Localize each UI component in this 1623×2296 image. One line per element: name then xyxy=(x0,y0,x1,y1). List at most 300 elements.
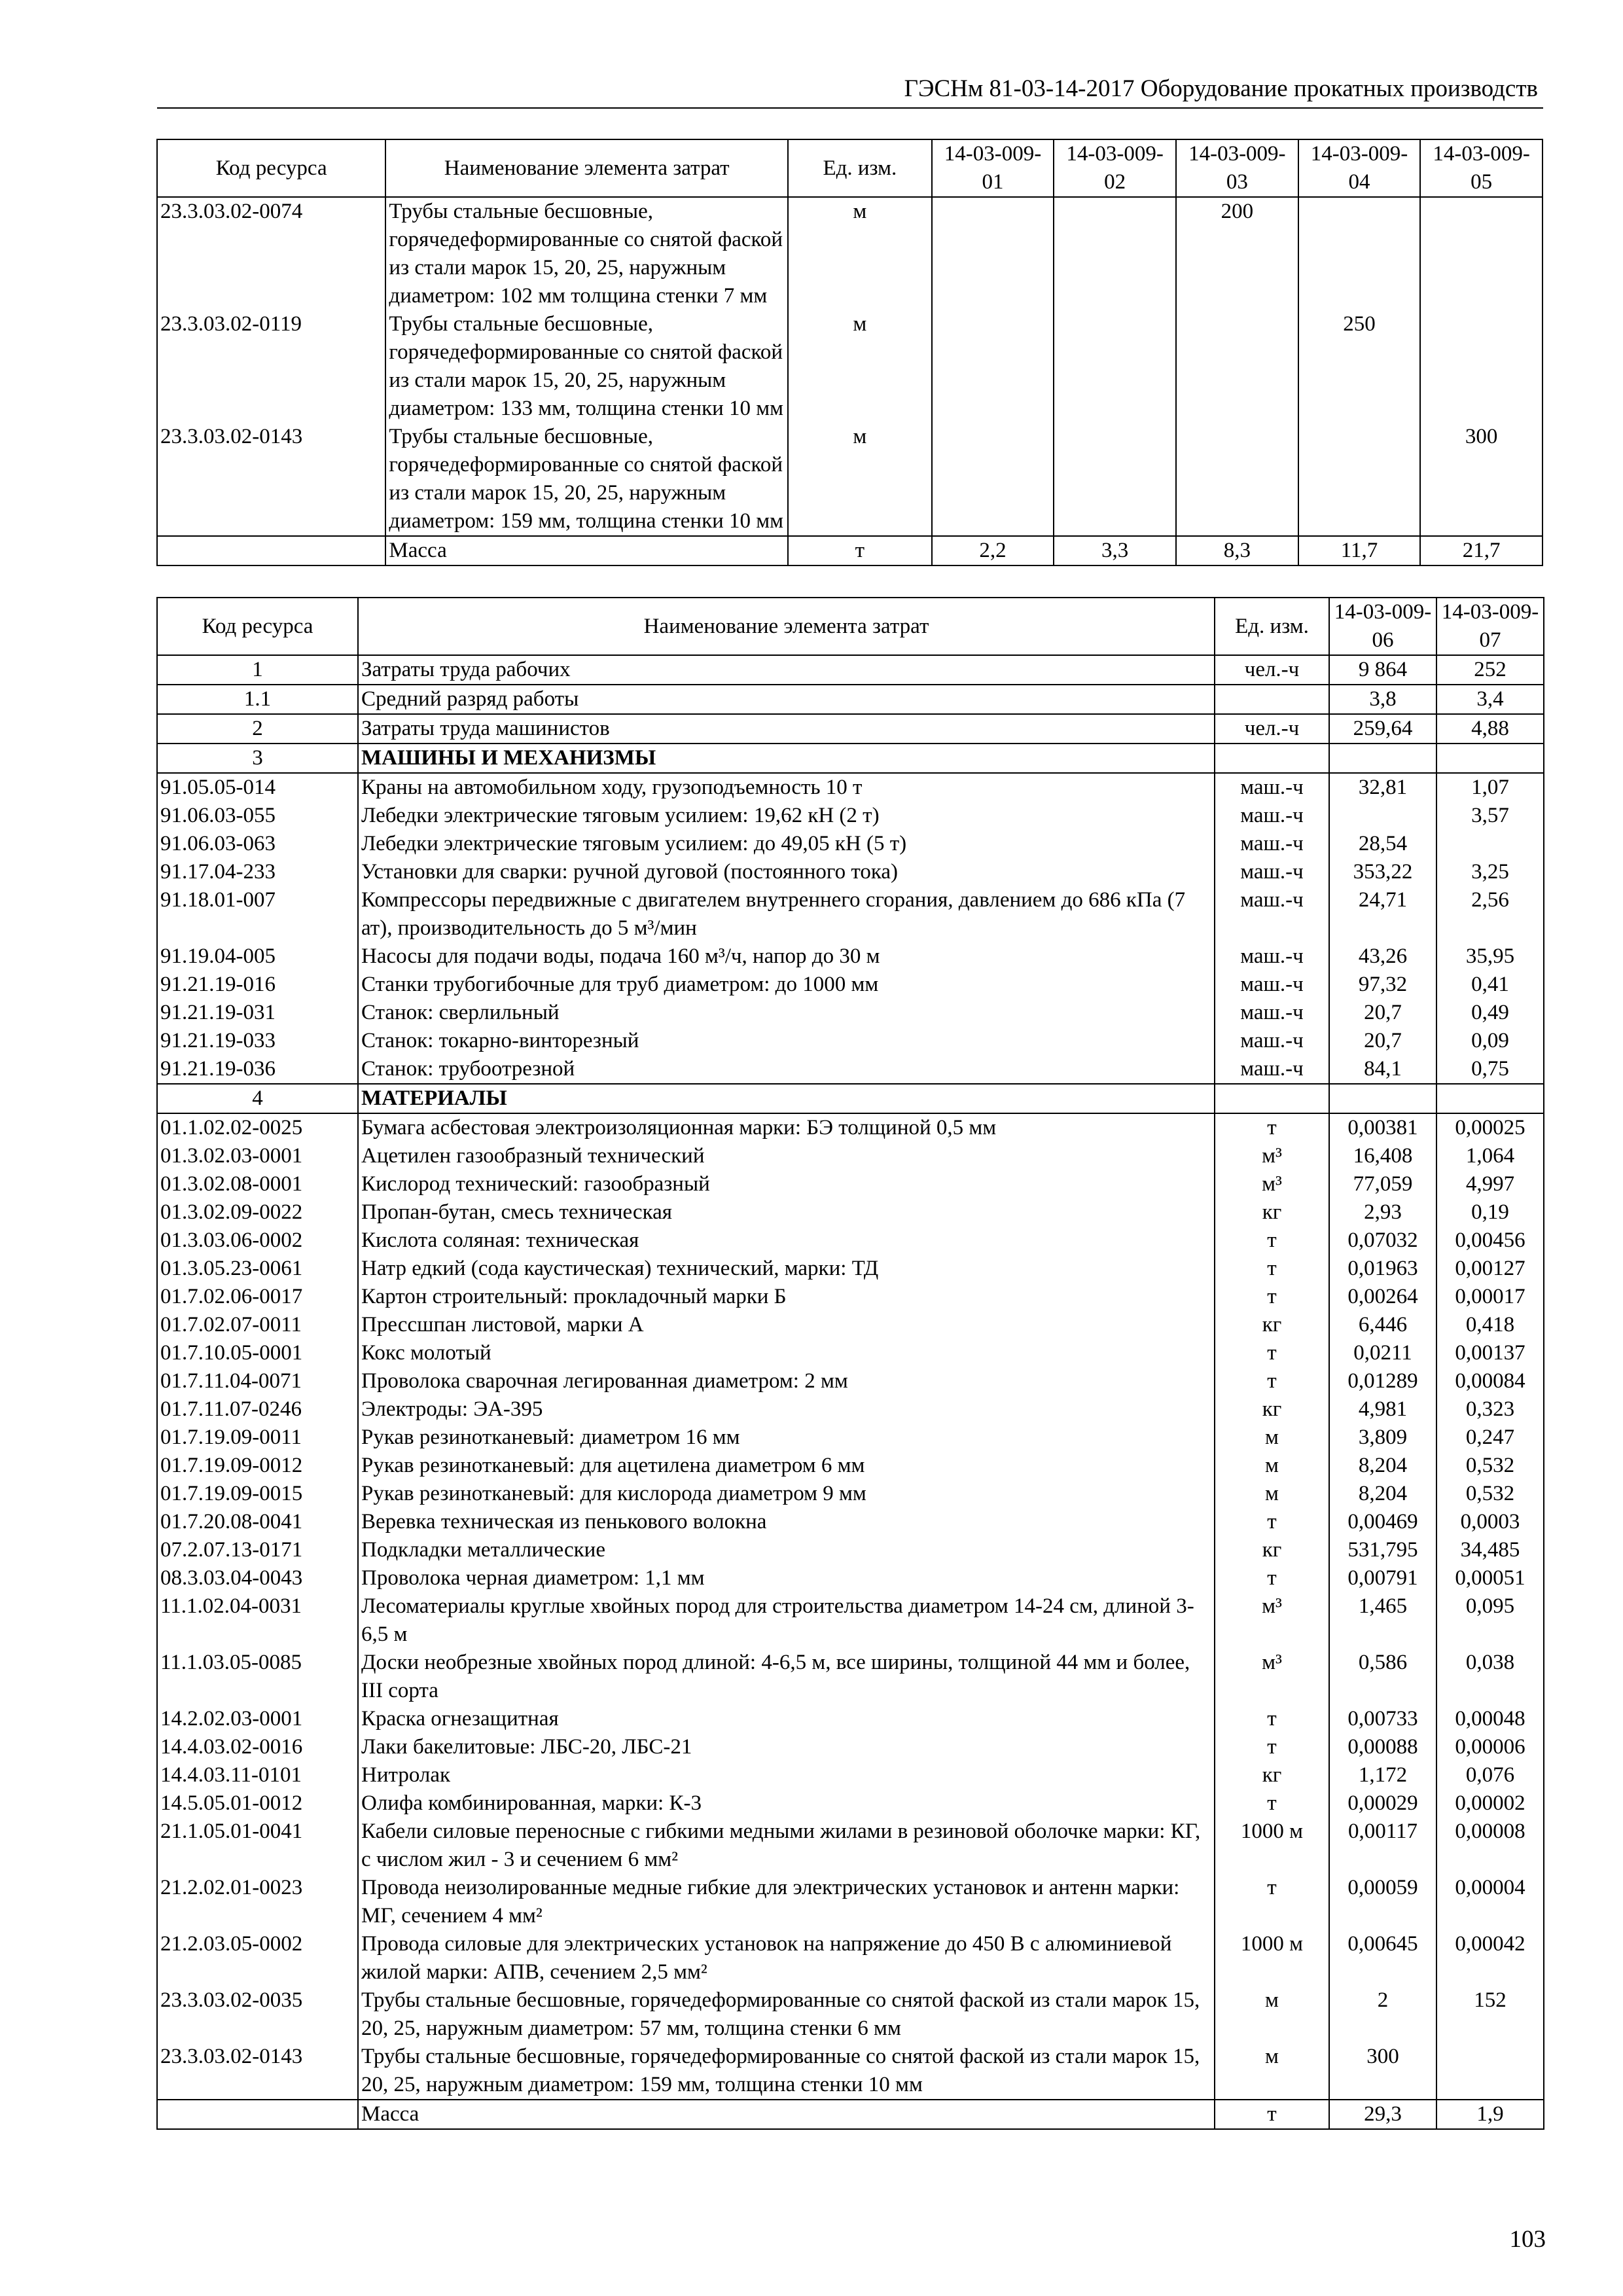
norm-value xyxy=(1054,310,1176,423)
resource-name: Лебедки электрические тяговым усилием: до 49,05 кН (5 т) xyxy=(358,830,1215,858)
norm-value xyxy=(932,423,1054,536)
resource-code: 01.3.02.03-0001 xyxy=(157,1142,358,1170)
norm-value: 0,00088 xyxy=(1329,1733,1436,1761)
table-row xyxy=(157,858,1544,886)
table-row xyxy=(157,1198,1544,1227)
resource-code: 01.7.19.09-0011 xyxy=(157,1424,358,1452)
table-row xyxy=(157,1733,1544,1761)
resource-unit: кг xyxy=(1215,1395,1329,1424)
resource-name: Олифа комбинированная, марки: К-3 xyxy=(358,1789,1215,1818)
resource-name: Кислород технический: газообразный xyxy=(358,1170,1215,1198)
col-header-norm: 14-03-009-03 xyxy=(1176,139,1298,197)
resource-code: 91.21.19-036 xyxy=(157,1055,358,1084)
norm-value: 0,75 xyxy=(1436,1055,1544,1084)
resource-unit: т xyxy=(1215,1789,1329,1818)
norm-value: 1,07 xyxy=(1436,773,1544,802)
norm-value: 0,00127 xyxy=(1436,1255,1544,1283)
resource-name: Затраты труда рабочих xyxy=(358,655,1215,685)
resource-name: Кокс молотый xyxy=(358,1339,1215,1367)
resource-name: Рукав резинотканевый: для ацетилена диаметром 6 мм xyxy=(358,1452,1215,1480)
norm-value xyxy=(1176,310,1298,423)
resource-code: 14.4.03.02-0016 xyxy=(157,1733,358,1761)
norm-value: 2 xyxy=(1329,1986,1436,2043)
resource-unit: м xyxy=(788,423,932,536)
resource-name: Трубы стальные бесшовные, горячедеформированные со снятой фаской из стали марок 15, 20, 25, наружным диаметром: 57 мм, толщина стенки 6 мм xyxy=(358,1986,1215,2043)
resource-name: Кислота соляная: техническая xyxy=(358,1227,1215,1255)
resource-unit: т xyxy=(1215,1113,1329,1142)
norm-value: 2,93 xyxy=(1329,1198,1436,1227)
norm-value: 43,26 xyxy=(1329,942,1436,971)
resource-name: Установки для сварки: ручной дуговой (постоянного тока) xyxy=(358,858,1215,886)
resource-unit: маш.-ч xyxy=(1215,1055,1329,1084)
norm-value: 3,4 xyxy=(1436,685,1544,714)
col-header-norm: 14-03-009-06 xyxy=(1329,598,1436,655)
table-row xyxy=(157,1255,1544,1283)
table-row xyxy=(157,830,1544,858)
resource-code: 23.3.03.02-0143 xyxy=(157,423,385,536)
resource-unit: чел.-ч xyxy=(1215,655,1329,685)
norm-value: 0,532 xyxy=(1436,1452,1544,1480)
norm-value: 0,00004 xyxy=(1436,1874,1544,1930)
norm-value: 0,00084 xyxy=(1436,1367,1544,1395)
norm-value: 252 xyxy=(1436,655,1544,685)
norm-value: 8,3 xyxy=(1176,536,1298,565)
norm-value xyxy=(932,197,1054,310)
table-row xyxy=(157,423,1543,536)
table-row xyxy=(157,802,1544,830)
table-row xyxy=(157,655,1544,685)
resource-code: 11.1.02.04-0031 xyxy=(157,1592,358,1649)
norm-value: 300 xyxy=(1329,2043,1436,2100)
resource-unit xyxy=(1215,685,1329,714)
resource-unit: маш.-ч xyxy=(1215,971,1329,999)
resource-code: 1.1 xyxy=(157,685,358,714)
table-row xyxy=(157,1367,1544,1395)
table-row xyxy=(157,1142,1544,1170)
norm-value: 34,485 xyxy=(1436,1536,1544,1564)
norm-value: 0,00006 xyxy=(1436,1733,1544,1761)
norm-value: 32,81 xyxy=(1329,773,1436,802)
norm-value xyxy=(932,310,1054,423)
resource-name: Масса xyxy=(358,2100,1215,2129)
col-header-norm: 14-03-009-04 xyxy=(1298,139,1421,197)
resource-code: 91.21.19-016 xyxy=(157,971,358,999)
resource-code: 91.21.19-031 xyxy=(157,999,358,1027)
resource-unit: кг xyxy=(1215,1311,1329,1339)
norm-value: 3,809 xyxy=(1329,1424,1436,1452)
resource-code: 01.7.19.09-0012 xyxy=(157,1452,358,1480)
norm-value: 0,00645 xyxy=(1329,1930,1436,1986)
resource-code: 91.06.03-055 xyxy=(157,802,358,830)
resource-unit: кг xyxy=(1215,1198,1329,1227)
table-row xyxy=(157,1084,1544,1113)
resource-unit: маш.-ч xyxy=(1215,1027,1329,1055)
table-row xyxy=(157,1055,1544,1084)
norm-value: 20,7 xyxy=(1329,1027,1436,1055)
table-row xyxy=(157,1113,1544,1142)
resource-name: Станок: токарно-винторезный xyxy=(358,1027,1215,1055)
norm-value: 97,32 xyxy=(1329,971,1436,999)
resource-unit: чел.-ч xyxy=(1215,714,1329,744)
resource-unit: маш.-ч xyxy=(1215,942,1329,971)
table-row xyxy=(157,536,1543,565)
norm-value: 1,064 xyxy=(1436,1142,1544,1170)
resource-name: Бумага асбестовая электроизоляционная марки: БЭ толщиной 0,5 мм xyxy=(358,1113,1215,1142)
table-row xyxy=(157,1480,1544,1508)
resource-name: Станки трубогибочные для труб диаметром: до 1000 мм xyxy=(358,971,1215,999)
resource-name: Рукав резинотканевый: для кислорода диаметром 9 мм xyxy=(358,1480,1215,1508)
resource-unit: м xyxy=(1215,2043,1329,2100)
norm-value: 353,22 xyxy=(1329,858,1436,886)
resource-code: 91.17.04-233 xyxy=(157,858,358,886)
resource-code: 3 xyxy=(157,744,358,773)
norm-value: 0,00008 xyxy=(1436,1818,1544,1874)
table-row xyxy=(157,1930,1544,1986)
resource-code: 91.21.19-033 xyxy=(157,1027,358,1055)
norm-value: 0,00042 xyxy=(1436,1930,1544,1986)
resource-code: 23.3.03.02-0035 xyxy=(157,1986,358,2043)
resource-code: 14.5.05.01-0012 xyxy=(157,1789,358,1818)
resource-name: Лаки бакелитовые: ЛБС-20, ЛБС-21 xyxy=(358,1733,1215,1761)
resource-unit: маш.-ч xyxy=(1215,999,1329,1027)
norm-value: 1,172 xyxy=(1329,1761,1436,1789)
resource-code: 2 xyxy=(157,714,358,744)
resource-code: 91.05.05-014 xyxy=(157,773,358,802)
norm-value: 3,8 xyxy=(1329,685,1436,714)
table-row xyxy=(157,1508,1544,1536)
table-header-row xyxy=(157,139,1543,197)
resource-table-2 xyxy=(156,597,1544,2130)
norm-value: 0,00117 xyxy=(1329,1818,1436,1874)
norm-value: 21,7 xyxy=(1420,536,1543,565)
norm-value: 531,795 xyxy=(1329,1536,1436,1564)
resource-code: 4 xyxy=(157,1084,358,1113)
page-number: 103 xyxy=(1509,2226,1546,2253)
resource-unit: 1000 м xyxy=(1215,1818,1329,1874)
resource-name: Рукав резинотканевый: диаметром 16 мм xyxy=(358,1424,1215,1452)
resource-code: 21.2.03.05-0002 xyxy=(157,1930,358,1986)
norm-value: 0,01963 xyxy=(1329,1255,1436,1283)
norm-value: 0,49 xyxy=(1436,999,1544,1027)
resource-code: 21.1.05.01-0041 xyxy=(157,1818,358,1874)
norm-value: 6,446 xyxy=(1329,1311,1436,1339)
col-header-unit: Ед. изм. xyxy=(788,139,932,197)
resource-code: 01.3.02.08-0001 xyxy=(157,1170,358,1198)
resource-name: Трубы стальные бесшовные, горячедеформированные со снятой фаской из стали марок 15, 20, 25, наружным диаметром: 133 мм, толщина стенки 10 мм xyxy=(385,310,788,423)
resource-unit: маш.-ч xyxy=(1215,802,1329,830)
table-row xyxy=(157,1339,1544,1367)
norm-value: 0,07032 xyxy=(1329,1227,1436,1255)
norm-value: 11,7 xyxy=(1298,536,1421,565)
resource-name: Натр едкий (сода каустическая) технический, марки: ТД xyxy=(358,1255,1215,1283)
resource-code: 23.3.03.02-0143 xyxy=(157,2043,358,2100)
resource-unit: т xyxy=(1215,2100,1329,2129)
norm-value: 0,247 xyxy=(1436,1424,1544,1452)
norm-value: 0,09 xyxy=(1436,1027,1544,1055)
resource-unit: м xyxy=(1215,1424,1329,1452)
norm-value: 0,418 xyxy=(1436,1311,1544,1339)
resource-code: 01.7.10.05-0001 xyxy=(157,1339,358,1367)
norm-value: 24,71 xyxy=(1329,886,1436,942)
resource-name: Пропан-бутан, смесь техническая xyxy=(358,1198,1215,1227)
col-header-norm: 14-03-009-07 xyxy=(1436,598,1544,655)
norm-value: 200 xyxy=(1176,197,1298,310)
resource-unit: т xyxy=(1215,1564,1329,1592)
resource-unit: т xyxy=(1215,1367,1329,1395)
resource-name: Электроды: ЭА-395 xyxy=(358,1395,1215,1424)
resource-name: Кабели силовые переносные с гибкими медными жилами в резиновой оболочке марки: КГ, с числом жил - 3 и сечением 6 мм² xyxy=(358,1818,1215,1874)
table-row xyxy=(157,1705,1544,1733)
resource-code: 91.18.01-007 xyxy=(157,886,358,942)
document-title: ГЭСНм 81-03-14-2017 Оборудование прокатных производств xyxy=(904,75,1538,102)
norm-value: 1,9 xyxy=(1436,2100,1544,2129)
table-row xyxy=(157,1789,1544,1818)
table-row xyxy=(157,2100,1544,2129)
norm-value: 8,204 xyxy=(1329,1480,1436,1508)
resource-code: 01.3.02.09-0022 xyxy=(157,1198,358,1227)
resource-code: 11.1.03.05-0085 xyxy=(157,1649,358,1705)
resource-name: Лебедки электрические тяговым усилием: 19,62 кН (2 т) xyxy=(358,802,1215,830)
resource-unit: м xyxy=(1215,1986,1329,2043)
resource-name: Провода неизолированные медные гибкие для электрических установок и антенн марки: МГ, сечением 4 мм² xyxy=(358,1874,1215,1930)
norm-value: 0,00791 xyxy=(1329,1564,1436,1592)
norm-value: 0,00469 xyxy=(1329,1508,1436,1536)
resource-name: Веревка техническая из пенькового волокна xyxy=(358,1508,1215,1536)
resource-code: 1 xyxy=(157,655,358,685)
resource-name: Станок: сверлильный xyxy=(358,999,1215,1027)
norm-value: 2,2 xyxy=(932,536,1054,565)
resource-name: Нитролак xyxy=(358,1761,1215,1789)
resource-unit xyxy=(1215,1084,1329,1113)
resource-code: 08.3.03.04-0043 xyxy=(157,1564,358,1592)
resource-name: Трубы стальные бесшовные, горячедеформированные со снятой фаской из стали марок 15, 20, 25, наружным диаметром: 159 мм, толщина стенки 10 мм xyxy=(358,2043,1215,2100)
norm-value xyxy=(1298,423,1421,536)
norm-value: 2,56 xyxy=(1436,886,1544,942)
resource-unit: маш.-ч xyxy=(1215,830,1329,858)
col-header-code: Код ресурса xyxy=(157,598,358,655)
norm-value: 0,00381 xyxy=(1329,1113,1436,1142)
resource-name: МАШИНЫ И МЕХАНИЗМЫ xyxy=(358,744,1215,773)
resource-code: 01.7.20.08-0041 xyxy=(157,1508,358,1536)
table-row xyxy=(157,1283,1544,1311)
norm-value: 0,00137 xyxy=(1436,1339,1544,1367)
norm-value: 0,095 xyxy=(1436,1592,1544,1649)
norm-value xyxy=(1329,744,1436,773)
resource-code: 14.2.02.03-0001 xyxy=(157,1705,358,1733)
table-row xyxy=(157,1986,1544,2043)
resource-unit: т xyxy=(1215,1339,1329,1367)
norm-value: 0,00017 xyxy=(1436,1283,1544,1311)
norm-value: 0,532 xyxy=(1436,1480,1544,1508)
col-header-name: Наименование элемента затрат xyxy=(358,598,1215,655)
resource-code: 01.3.05.23-0061 xyxy=(157,1255,358,1283)
norm-value xyxy=(1420,310,1543,423)
table-row xyxy=(157,1027,1544,1055)
resource-unit: маш.-ч xyxy=(1215,858,1329,886)
norm-value: 8,204 xyxy=(1329,1452,1436,1480)
resource-code: 07.2.07.13-0171 xyxy=(157,1536,358,1564)
norm-value: 29,3 xyxy=(1329,2100,1436,2129)
resource-name: Проволока черная диаметром: 1,1 мм xyxy=(358,1564,1215,1592)
norm-value: 0,00029 xyxy=(1329,1789,1436,1818)
resource-code: 01.1.02.02-0025 xyxy=(157,1113,358,1142)
norm-value: 3,57 xyxy=(1436,802,1544,830)
table-row xyxy=(157,714,1544,744)
resource-unit: м³ xyxy=(1215,1649,1329,1705)
resource-unit: м³ xyxy=(1215,1592,1329,1649)
resource-unit: т xyxy=(1215,1227,1329,1255)
resource-code: 01.7.11.07-0246 xyxy=(157,1395,358,1424)
resource-name: Краны на автомобильном ходу, грузоподъемность 10 т xyxy=(358,773,1215,802)
norm-value: 0,323 xyxy=(1436,1395,1544,1424)
resource-code: 21.2.02.01-0023 xyxy=(157,1874,358,1930)
norm-value: 84,1 xyxy=(1329,1055,1436,1084)
resource-name: Трубы стальные бесшовные, горячедеформированные со снятой фаской из стали марок 15, 20, 25, наружным диаметром: 102 мм толщина стенки 7 мм xyxy=(385,197,788,310)
norm-value: 0,00025 xyxy=(1436,1113,1544,1142)
norm-value xyxy=(1420,197,1543,310)
col-header-name: Наименование элемента затрат xyxy=(385,139,788,197)
table-row xyxy=(157,310,1543,423)
resource-code: 01.7.02.06-0017 xyxy=(157,1283,358,1311)
resource-unit: маш.-ч xyxy=(1215,886,1329,942)
resource-code: 23.3.03.02-0074 xyxy=(157,197,385,310)
resource-name: Краска огнезащитная xyxy=(358,1705,1215,1733)
resource-name: Средний разряд работы xyxy=(358,685,1215,714)
norm-value: 0,41 xyxy=(1436,971,1544,999)
norm-value: 4,981 xyxy=(1329,1395,1436,1424)
norm-value: 0,19 xyxy=(1436,1198,1544,1227)
resource-name: Станок: трубоотрезной xyxy=(358,1055,1215,1084)
resource-unit: т xyxy=(1215,1733,1329,1761)
norm-value: 16,408 xyxy=(1329,1142,1436,1170)
table-row xyxy=(157,1452,1544,1480)
norm-value: 0,00456 xyxy=(1436,1227,1544,1255)
norm-value: 0,00048 xyxy=(1436,1705,1544,1733)
norm-value: 250 xyxy=(1298,310,1421,423)
norm-value: 0,0003 xyxy=(1436,1508,1544,1536)
norm-value: 300 xyxy=(1420,423,1543,536)
resource-unit: м xyxy=(1215,1480,1329,1508)
resource-code xyxy=(157,2100,358,2129)
resource-name: Проволока сварочная легированная диаметром: 2 мм xyxy=(358,1367,1215,1395)
norm-value: 3,3 xyxy=(1054,536,1176,565)
table-row xyxy=(157,1170,1544,1198)
table-row xyxy=(157,744,1544,773)
norm-value xyxy=(1054,197,1176,310)
norm-value: 4,997 xyxy=(1436,1170,1544,1198)
norm-value: 77,059 xyxy=(1329,1170,1436,1198)
resource-name: Трубы стальные бесшовные, горячедеформированные со снятой фаской из стали марок 15, 20, 25, наружным диаметром: 159 мм, толщина стенки 10 мм xyxy=(385,423,788,536)
table-row xyxy=(157,2043,1544,2100)
resource-name: Масса xyxy=(385,536,788,565)
norm-value: 0,00059 xyxy=(1329,1874,1436,1930)
norm-value xyxy=(1436,2043,1544,2100)
norm-value: 3,25 xyxy=(1436,858,1544,886)
resource-name: Компрессоры передвижные с двигателем внутреннего сгорания, давлением до 686 кПа (7 ат), производительность до 5 м³/мин xyxy=(358,886,1215,942)
norm-value xyxy=(1298,197,1421,310)
resource-unit: т xyxy=(1215,1874,1329,1930)
resource-code xyxy=(157,536,385,565)
resource-name: МАТЕРИАЛЫ xyxy=(358,1084,1215,1113)
resource-code: 91.19.04-005 xyxy=(157,942,358,971)
col-header-code: Код ресурса xyxy=(157,139,385,197)
table-row xyxy=(157,1424,1544,1452)
table-row xyxy=(157,1761,1544,1789)
resource-unit: м xyxy=(788,310,932,423)
page-header xyxy=(157,71,1543,109)
norm-value: 20,7 xyxy=(1329,999,1436,1027)
norm-value: 0,076 xyxy=(1436,1761,1544,1789)
table-row xyxy=(157,1818,1544,1874)
resource-name: Насосы для подачи воды, подача 160 м³/ч, напор до 30 м xyxy=(358,942,1215,971)
resource-code: 14.4.03.11-0101 xyxy=(157,1761,358,1789)
resource-unit: м xyxy=(1215,1452,1329,1480)
resource-code: 01.7.11.04-0071 xyxy=(157,1367,358,1395)
norm-value: 0,00002 xyxy=(1436,1789,1544,1818)
table-row xyxy=(157,1592,1544,1649)
table-row xyxy=(157,1395,1544,1424)
resource-code: 01.7.02.07-0011 xyxy=(157,1311,358,1339)
norm-value xyxy=(1436,744,1544,773)
table-row xyxy=(157,1536,1544,1564)
resource-unit: т xyxy=(1215,1283,1329,1311)
norm-value: 4,88 xyxy=(1436,714,1544,744)
table-row xyxy=(157,1311,1544,1339)
norm-value xyxy=(1176,423,1298,536)
resource-unit: кг xyxy=(1215,1536,1329,1564)
table-header-row xyxy=(157,598,1544,655)
norm-value xyxy=(1436,1084,1544,1113)
table-row xyxy=(157,886,1544,942)
resource-unit: т xyxy=(1215,1705,1329,1733)
norm-value: 152 xyxy=(1436,1986,1544,2043)
resource-name: Ацетилен газообразный технический xyxy=(358,1142,1215,1170)
resource-unit: т xyxy=(1215,1255,1329,1283)
table-row xyxy=(157,685,1544,714)
norm-value: 0,00051 xyxy=(1436,1564,1544,1592)
col-header-norm: 14-03-009-02 xyxy=(1054,139,1176,197)
table-row xyxy=(157,942,1544,971)
norm-value: 259,64 xyxy=(1329,714,1436,744)
resource-name: Лесоматериалы круглые хвойных пород для строительства диаметром 14-24 см, длиной 3-6,5 м xyxy=(358,1592,1215,1649)
table-row xyxy=(157,197,1543,310)
resource-unit: т xyxy=(1215,1508,1329,1536)
resource-name: Подкладки металлические xyxy=(358,1536,1215,1564)
table-row xyxy=(157,1564,1544,1592)
col-header-norm: 14-03-009-05 xyxy=(1420,139,1543,197)
resource-unit: м³ xyxy=(1215,1170,1329,1198)
resource-code: 91.06.03-063 xyxy=(157,830,358,858)
norm-value xyxy=(1436,830,1544,858)
resource-unit: кг xyxy=(1215,1761,1329,1789)
resource-unit: т xyxy=(788,536,932,565)
resource-unit: м³ xyxy=(1215,1142,1329,1170)
norm-value: 1,465 xyxy=(1329,1592,1436,1649)
table-row xyxy=(157,1227,1544,1255)
col-header-unit: Ед. изм. xyxy=(1215,598,1329,655)
resource-table-1 xyxy=(156,139,1543,566)
resource-unit: м xyxy=(788,197,932,310)
resource-code: 23.3.03.02-0119 xyxy=(157,310,385,423)
resource-code: 01.7.19.09-0015 xyxy=(157,1480,358,1508)
resource-unit: 1000 м xyxy=(1215,1930,1329,1986)
norm-value xyxy=(1054,423,1176,536)
norm-value: 0,0211 xyxy=(1329,1339,1436,1367)
resource-name: Доски необрезные хвойных пород длиной: 4-6,5 м, все ширины, толщиной 44 мм и более, III сорта xyxy=(358,1649,1215,1705)
norm-value: 0,00733 xyxy=(1329,1705,1436,1733)
resource-name: Провода силовые для электрических установок на напряжение до 450 В с алюминиевой жилой марки: АПВ, сечением 2,5 мм² xyxy=(358,1930,1215,1986)
table-row xyxy=(157,773,1544,802)
